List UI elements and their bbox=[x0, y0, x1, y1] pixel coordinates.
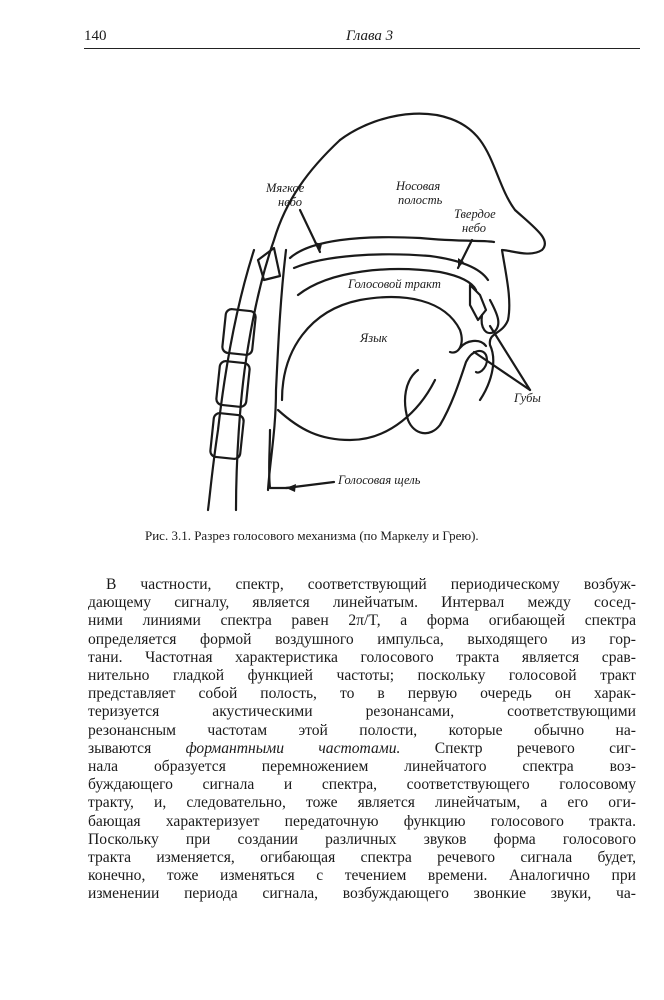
body-line: конечно, тоже изменяться с течением времени. Аналогично при bbox=[88, 867, 636, 885]
body-line: бающая характеризует передаточную функцию голосового тракта. bbox=[88, 812, 636, 830]
spine-front-line bbox=[208, 250, 254, 510]
label-vocal-tract: Голосовой тракт bbox=[348, 277, 441, 291]
label-lips: Губы bbox=[514, 391, 541, 405]
chapter-title: Глава 3 bbox=[346, 28, 394, 44]
body-line: тракта изменяется, огибающая спектра речевого сигнала будет, bbox=[88, 849, 636, 867]
tongue-outline bbox=[282, 297, 462, 400]
body-line: представляет собой полость, то в первую очередь он харак- bbox=[88, 685, 636, 703]
arrow-lips-upper bbox=[490, 326, 530, 390]
label-tongue: Язык bbox=[360, 331, 388, 345]
upper-teeth bbox=[470, 285, 486, 320]
body-line: тани. Частотная характеристика голосового тракта является срав- bbox=[88, 648, 636, 666]
body-line: дающему сигналу, является линейчатым. Интервал между сосед- bbox=[88, 594, 636, 612]
jaw-outline bbox=[405, 351, 487, 433]
label-nasal-cavity-2: полость bbox=[398, 193, 443, 207]
label-nasal-cavity-1: Носовая bbox=[396, 179, 441, 193]
label-soft-palate-2: небо bbox=[278, 195, 302, 209]
vocal-tract-diagram bbox=[190, 100, 610, 520]
body-line: буждающего сигнала и спектра, соответствующего голосовому bbox=[88, 776, 636, 794]
body-line: определяется формой воздушного импульса, выходящего из гор- bbox=[88, 630, 636, 648]
page-header bbox=[84, 26, 640, 49]
body-line: Поскольку при создании различных звуков форма голосового bbox=[88, 830, 636, 848]
lower-lip bbox=[460, 341, 486, 348]
body-line: нала образуется перемножением линейчатого спектра воз- bbox=[88, 758, 636, 776]
vertebra bbox=[258, 248, 280, 280]
vocal-tract-figure bbox=[190, 100, 610, 520]
label-hard-palate-1: Твердое bbox=[454, 207, 496, 221]
body-line-with-emphasis bbox=[88, 740, 636, 758]
body-line: тракту, и, следовательно, тоже является линейчатым, а его оги- bbox=[88, 794, 636, 812]
term-formant-frequencies: формантными частотами. bbox=[185, 739, 401, 757]
figure-caption: Рис. 3.1. Разрез голосового механизма (по Маркелу и Грею). bbox=[145, 528, 479, 543]
body-line-part: зываются bbox=[88, 739, 152, 757]
body-line: ними линиями спектра равен 2π/T, а форма огибающей спектра bbox=[88, 612, 636, 630]
pharynx-wall bbox=[268, 250, 286, 490]
page-number: 140 bbox=[84, 28, 107, 44]
body-line: теризуется акустическими резонансами, соответствующими bbox=[88, 703, 636, 721]
body-line: изменении периода сигнала, возбуждающего звонкие звуки, ча- bbox=[88, 885, 636, 903]
body-line-part: Спектр речевого сиг- bbox=[434, 739, 636, 757]
body-line: резонансным частотам этой полости, которые обычно на- bbox=[88, 721, 636, 739]
body-paragraph bbox=[88, 576, 636, 904]
label-glottis: Голосовая щель bbox=[338, 473, 421, 487]
label-hard-palate-2: небо bbox=[462, 221, 486, 235]
head-profile-outline bbox=[340, 114, 545, 400]
label-soft-palate-1: Мягкое bbox=[266, 181, 305, 195]
body-line: В частности, спектр, соответствующий периодическому возбуж- bbox=[106, 576, 636, 593]
body-line: нительно гладкой функцией частоты; поскольку голосовой тракт bbox=[88, 667, 636, 685]
